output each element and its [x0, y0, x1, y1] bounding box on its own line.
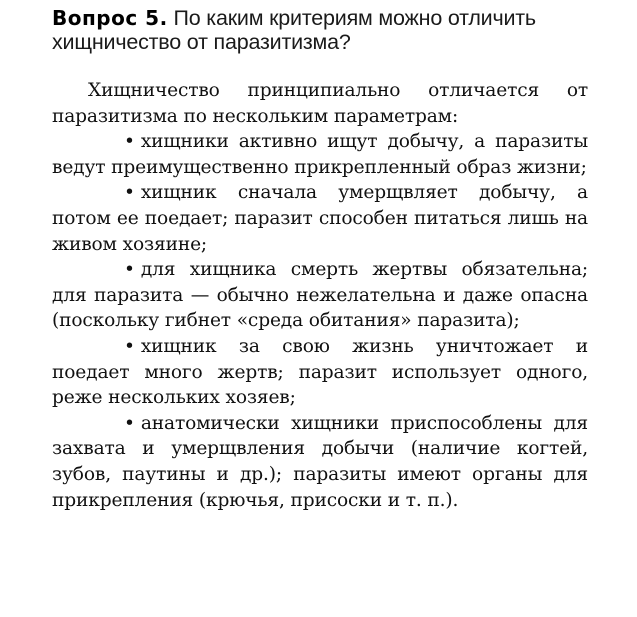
textbook-page	[52, 6, 588, 513]
criterion-text: хищники активно ищут добычу, а паразиты ведут преимущественно прикрепленный образ жизни;	[52, 131, 588, 178]
criterion-text: анатомически хищники приспособлены для захвата и умерщвления добычи (наличие когтей, зубов, паутины и др.); паразиты имеют органы для прикрепления (крючья, присоски и т. п.).	[52, 412, 588, 511]
criterion-item	[52, 257, 588, 334]
bullet-icon: •	[124, 412, 135, 434]
criterion-item	[52, 411, 588, 513]
answer-body	[52, 78, 588, 513]
criterion-text: хищник сначала умерщвляет добычу, а потом ее поедает; паразит способен питаться лишь на живом хозяине;	[52, 182, 588, 255]
criterion-item	[52, 334, 588, 411]
bullet-icon: •	[124, 259, 135, 281]
criterion-text: для хищника смерть жертвы обязательна; для паразита — обычно нежелательна и даже опасна (поскольку гибнет «среда обитания» паразита);	[52, 259, 588, 332]
question-label: Вопрос 5.	[52, 6, 168, 30]
bullet-icon: •	[124, 131, 135, 153]
criterion-text: хищник за свою жизнь уничтожает и поедает много жертв; паразит использует одного, реже нескольких хозяев;	[52, 335, 588, 409]
question-text: По каким критериям можно отличить хищничество от паразитизма?	[52, 6, 536, 54]
bullet-icon: •	[124, 335, 135, 357]
bullet-icon: •	[124, 182, 135, 204]
criterion-item	[52, 129, 588, 180]
criterion-item	[52, 180, 588, 257]
answer-intro: Хищничество принципиально отличается от паразитизма по нескольким параметрам:	[52, 80, 588, 127]
question-heading	[52, 6, 588, 54]
